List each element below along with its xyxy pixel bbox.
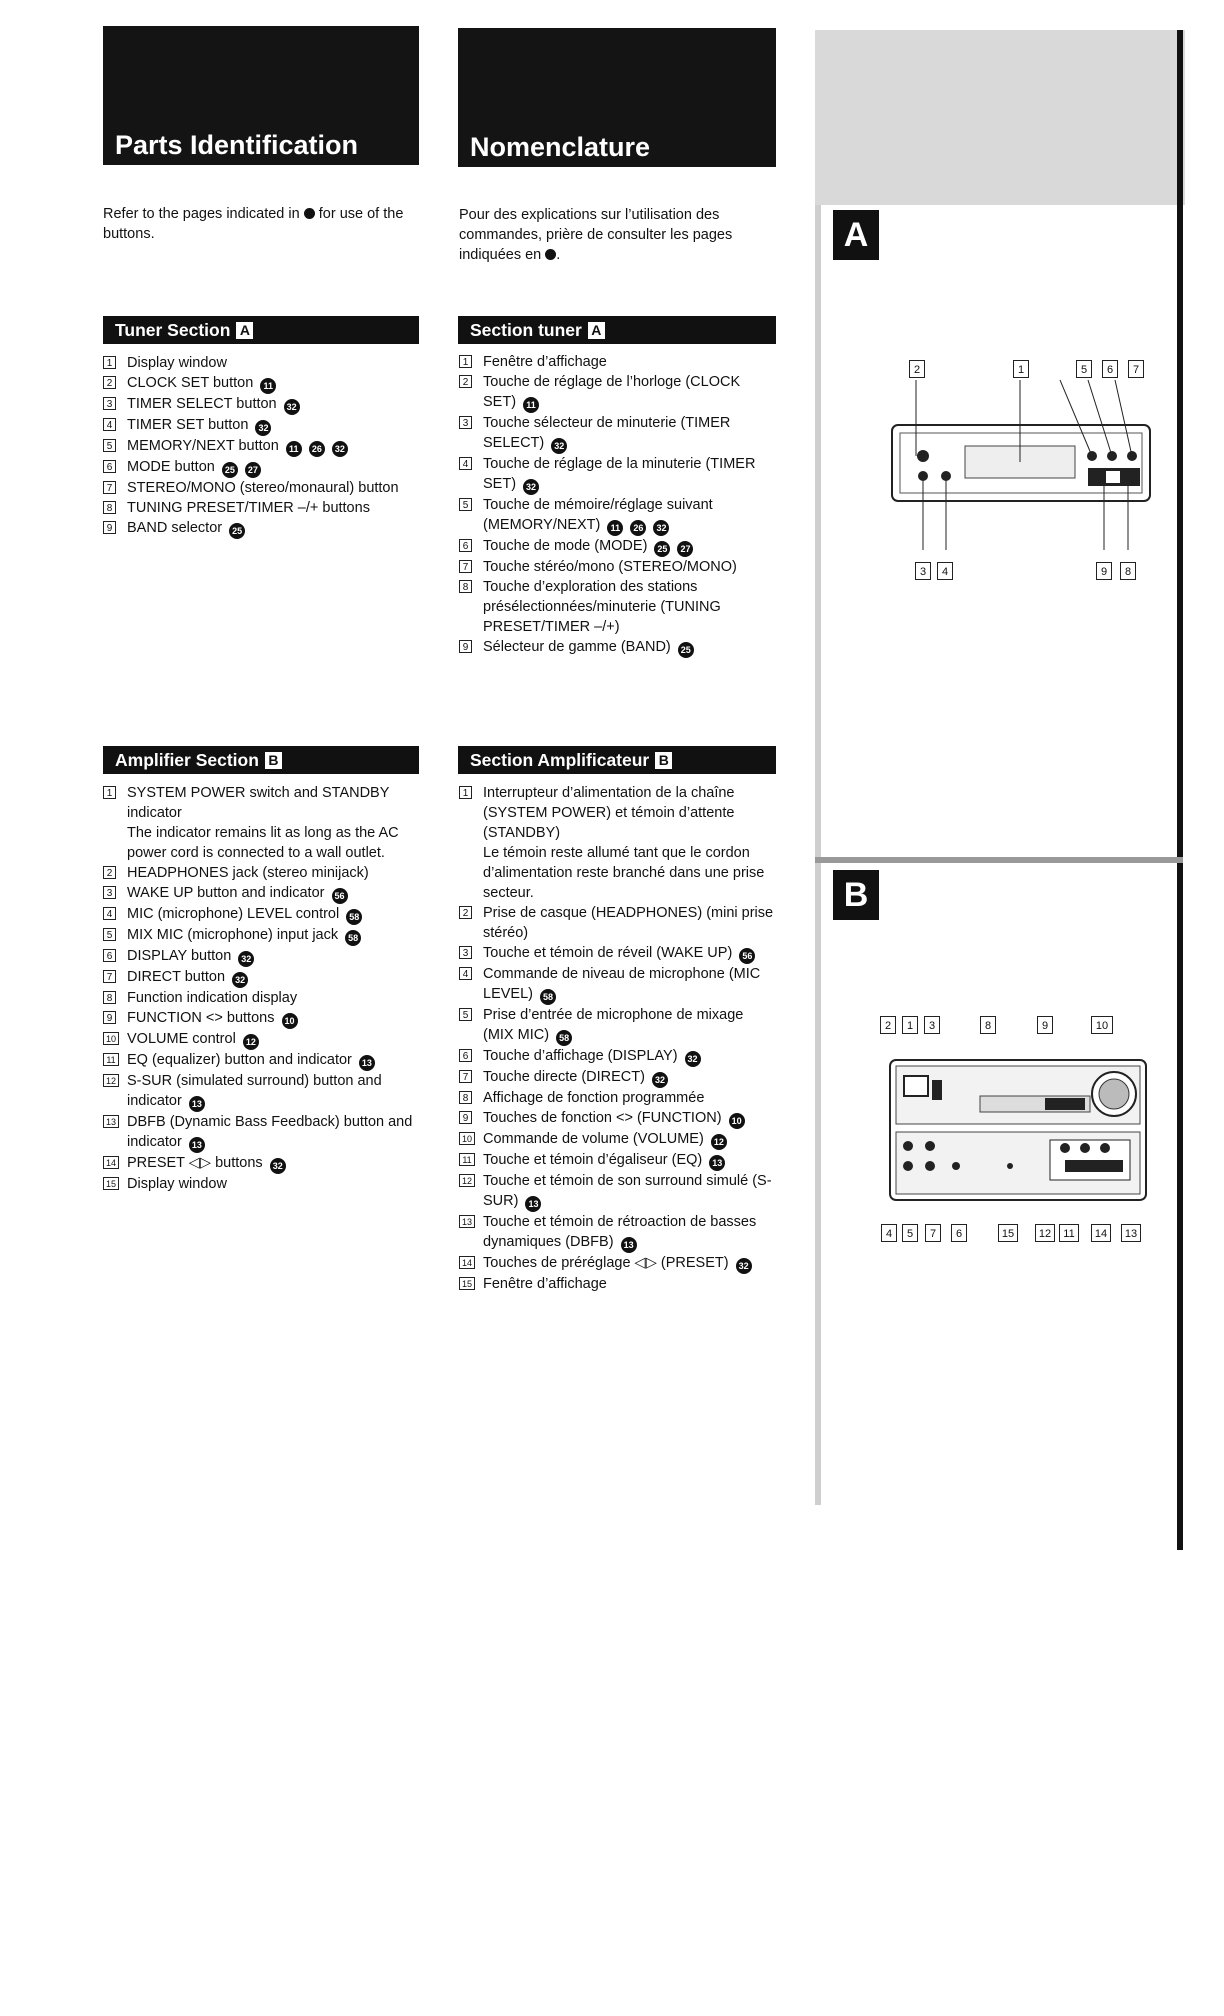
- list-item: [459, 413, 777, 454]
- list-item: [103, 967, 413, 988]
- list-item: [459, 536, 777, 557]
- item-text: WAKE UP button and indicator: [127, 885, 325, 901]
- list-item: [459, 1088, 777, 1108]
- item-text: SYSTEM POWER switch and STANDBY indicator: [127, 785, 390, 821]
- item-number: 2: [103, 376, 116, 389]
- list-item: [103, 353, 413, 373]
- page-ref-badge: 25: [222, 462, 238, 478]
- list-item: [103, 1008, 413, 1029]
- page-ref-badge: 25: [678, 642, 694, 658]
- item-number: 10: [103, 1032, 119, 1045]
- list-item: [459, 454, 777, 495]
- list-item: [103, 883, 413, 904]
- item-text: Touche de réglage de la minuterie (TIMER SET): [483, 456, 756, 492]
- item-text: Display window: [127, 355, 227, 371]
- list-item: [459, 352, 777, 372]
- page-ref-badge: 25: [229, 523, 245, 539]
- callout-a-7: 7: [1128, 360, 1144, 378]
- item-number: 3: [459, 416, 472, 429]
- item-number: 9: [459, 640, 472, 653]
- callout-b-14: 14: [1091, 1224, 1111, 1242]
- page-ref-badge: 12: [243, 1034, 259, 1050]
- amplifier-figure: [860, 1020, 1160, 1250]
- item-number: 2: [459, 906, 472, 919]
- page-ref-badge: 11: [260, 378, 276, 394]
- page-ref-badge: 32: [270, 1158, 286, 1174]
- list-item: [459, 577, 777, 637]
- page-ref-badge: 26: [630, 520, 646, 536]
- item-text: Interrupteur d’alimentation de la chaîne (SYSTEM POWER) et témoin d’attente (STANDBY): [483, 785, 735, 841]
- list-item: [103, 988, 413, 1008]
- item-text: Touche de mode (MODE): [483, 538, 648, 554]
- item-note: The indicator remains lit as long as the AC power cord is connected to a wall outlet.: [127, 825, 399, 861]
- page-ref-badge: 13: [189, 1096, 205, 1112]
- en-tuner-list: [103, 353, 413, 539]
- item-number: 15: [459, 1277, 475, 1290]
- item-text: Touches de préréglage ◁▷ (PRESET): [483, 1255, 729, 1271]
- item-number: 11: [459, 1153, 475, 1166]
- item-text: MODE button: [127, 459, 215, 475]
- item-text: Prise de casque (HEADPHONES) (mini prise stéréo): [483, 905, 774, 941]
- item-number: 4: [103, 418, 116, 431]
- item-text: STEREO/MONO (stereo/monaural) button: [127, 480, 399, 496]
- item-text: Touches de fonction <> (FUNCTION): [483, 1110, 722, 1126]
- item-text: Touche sélecteur de minuterie (TIMER SELECT): [483, 415, 731, 451]
- fr-tuner-heading-text: Section tuner: [470, 319, 582, 340]
- item-text: S-SUR (simulated surround) button and indicator: [127, 1073, 382, 1109]
- list-item: [103, 457, 413, 478]
- page-ref-badge: 56: [332, 888, 348, 904]
- item-text: EQ (equalizer) button and indicator: [127, 1052, 352, 1068]
- page-ref-badge: 11: [523, 397, 539, 413]
- item-number: 3: [103, 397, 116, 410]
- callout-b-12: 12: [1035, 1224, 1055, 1242]
- item-text: Sélecteur de gamme (BAND): [483, 639, 671, 655]
- item-number: 3: [459, 946, 472, 959]
- item-text: MEMORY/NEXT button: [127, 438, 279, 454]
- list-item: [103, 478, 413, 498]
- page-ref-badge: 10: [282, 1013, 298, 1029]
- page-ref-badge: 26: [309, 441, 325, 457]
- page-ref-badge: 12: [711, 1134, 727, 1150]
- fr-amp-list: [459, 783, 777, 1294]
- page-ref-badge: 32: [685, 1051, 701, 1067]
- list-item: [459, 1212, 777, 1253]
- item-number: 8: [103, 501, 116, 514]
- item-number: 13: [459, 1215, 475, 1228]
- item-text: Touche de mémoire/réglage suivant (MEMORY/NEXT): [483, 497, 713, 533]
- callout-b-13: 13: [1121, 1224, 1141, 1242]
- item-number: 13: [103, 1115, 119, 1128]
- item-text: Prise d’entrée de microphone de mixage (MIX MIC): [483, 1007, 744, 1043]
- callout-b-15: 15: [998, 1224, 1018, 1242]
- item-text: DISPLAY button: [127, 948, 232, 964]
- list-item: [459, 557, 777, 577]
- item-text: DBFB (Dynamic Bass Feedback) button and indicator: [127, 1114, 413, 1150]
- callout-b-4: 4: [881, 1224, 897, 1242]
- page-ref-badge: 58: [556, 1030, 572, 1046]
- list-item: [103, 904, 413, 925]
- item-text: Touche d’affichage (DISPLAY): [483, 1048, 678, 1064]
- page-ref-badge: 32: [255, 420, 271, 436]
- item-note: Le témoin reste allumé tant que le cordon d’alimentation reste branché dans une prise secteur.: [483, 845, 765, 901]
- list-item: [103, 925, 413, 946]
- page-ref-badge: 32: [238, 951, 254, 967]
- list-item: [103, 415, 413, 436]
- list-item: [103, 394, 413, 415]
- fr-amp-heading: [458, 746, 776, 774]
- en-title: [103, 26, 419, 165]
- page-ref-badge: 32: [736, 1258, 752, 1274]
- callout-b-8: 8: [980, 1016, 996, 1034]
- item-number: 15: [103, 1177, 119, 1190]
- list-item: [459, 637, 777, 658]
- item-number: 6: [103, 460, 116, 473]
- item-text: TIMER SET button: [127, 417, 249, 433]
- list-item: [103, 498, 413, 518]
- item-text: Display window: [127, 1176, 227, 1192]
- list-item: [459, 1108, 777, 1129]
- item-number: 4: [459, 967, 472, 980]
- item-text: Touche et témoin d’égaliseur (EQ): [483, 1152, 703, 1168]
- fr-tuner-list: [459, 352, 777, 658]
- page-ref-badge: 32: [232, 972, 248, 988]
- page-ref-badge: 58: [346, 909, 362, 925]
- list-item: [103, 518, 413, 539]
- item-number: 9: [103, 1011, 116, 1024]
- item-text: Touche stéréo/mono (STEREO/MONO): [483, 559, 737, 575]
- item-text: Commande de volume (VOLUME): [483, 1131, 704, 1147]
- section-badge: B: [655, 752, 672, 769]
- page-ref-badge: 32: [551, 438, 567, 454]
- item-number: 4: [459, 457, 472, 470]
- callout-a-8: 8: [1120, 562, 1136, 580]
- list-item: [459, 1067, 777, 1088]
- list-item: [103, 1153, 413, 1174]
- item-text: Touche et témoin de réveil (WAKE UP): [483, 945, 733, 961]
- callout-a-6: 6: [1102, 360, 1118, 378]
- page-ref-badge: 10: [729, 1113, 745, 1129]
- callout-b-6: 6: [951, 1224, 967, 1242]
- item-text: Touche d’exploration des stations présélectionnées/minuterie (TUNING PRESET/TIMER –/+): [483, 579, 721, 635]
- item-number: 12: [103, 1074, 119, 1087]
- tuner-figure: [860, 360, 1160, 580]
- item-text: Commande de niveau de microphone (MIC LEVEL): [483, 966, 761, 1002]
- callout-a-1: 1: [1013, 360, 1029, 378]
- item-number: 5: [103, 439, 116, 452]
- page-ref-badge: 32: [523, 479, 539, 495]
- section-badge: A: [588, 322, 605, 339]
- item-number: 5: [459, 1008, 472, 1021]
- en-tuner-heading-text: Tuner Section: [115, 319, 231, 340]
- en-amp-list: [103, 783, 413, 1194]
- item-number: 5: [103, 928, 116, 941]
- item-text: Touche directe (DIRECT): [483, 1069, 645, 1085]
- list-item: [459, 1129, 777, 1150]
- callout-a-9: 9: [1096, 562, 1112, 580]
- section-b-label: B: [833, 870, 879, 920]
- list-item: [459, 372, 777, 413]
- item-text: MIC (microphone) LEVEL control: [127, 906, 340, 922]
- item-number: 6: [459, 1049, 472, 1062]
- item-number: 7: [103, 970, 116, 983]
- item-text: TIMER SELECT button: [127, 396, 277, 412]
- page-ref-badge: 32: [653, 520, 669, 536]
- illustration-column: [815, 30, 1185, 1550]
- page-ref-badge: 13: [525, 1196, 541, 1212]
- callout-a-4: 4: [937, 562, 953, 580]
- list-item: [103, 1174, 413, 1194]
- item-text: Function indication display: [127, 990, 298, 1006]
- item-text: Touche et témoin de son surround simulé (S-SUR): [483, 1173, 772, 1209]
- list-item: [459, 903, 777, 943]
- item-number: 6: [103, 949, 116, 962]
- page-ref-dot-icon: [304, 208, 315, 219]
- en-amp-heading-text: Amplifier Section: [115, 749, 259, 770]
- item-text: Touche et témoin de rétroaction de basses dynamiques (DBFB): [483, 1214, 757, 1250]
- item-text: MIX MIC (microphone) input jack: [127, 927, 339, 943]
- item-text: Fenêtre d’affichage: [483, 1276, 607, 1292]
- page-ref-badge: 13: [359, 1055, 375, 1071]
- callout-b-7: 7: [925, 1224, 941, 1242]
- item-text: Affichage de fonction programmée: [483, 1090, 705, 1106]
- list-item: [103, 1029, 413, 1050]
- item-number: 14: [103, 1156, 119, 1169]
- callout-b-11: 11: [1059, 1224, 1079, 1242]
- callout-b-9: 9: [1037, 1016, 1053, 1034]
- page-ref-badge: 27: [245, 462, 261, 478]
- fr-intro: [459, 205, 777, 265]
- list-item: [103, 863, 413, 883]
- callout-b-10: 10: [1091, 1016, 1113, 1034]
- item-text: HEADPHONES jack (stereo minijack): [127, 865, 369, 881]
- list-item: [103, 783, 413, 863]
- item-number: 9: [103, 521, 116, 534]
- item-text: DIRECT button: [127, 969, 226, 985]
- item-number: 1: [459, 355, 472, 368]
- list-item: [459, 1150, 777, 1171]
- section-badge: A: [236, 322, 253, 339]
- en-intro: [103, 204, 413, 244]
- list-item: [103, 946, 413, 967]
- item-number: 1: [103, 356, 116, 369]
- en-intro-post: for use of the buttons.: [103, 206, 404, 242]
- item-number: 1: [103, 786, 116, 799]
- list-item: [459, 783, 777, 903]
- list-item: [103, 1112, 413, 1153]
- fr-tuner-heading: [458, 316, 776, 344]
- list-item: [459, 1253, 777, 1274]
- fr-intro-pre: Pour des explications sur l’utilisation des commandes, prière de consulter les pages indiquées en: [459, 207, 733, 263]
- item-text: FUNCTION <> buttons: [127, 1010, 275, 1026]
- section-badge: B: [265, 752, 282, 769]
- fr-title: [458, 28, 776, 167]
- section-a-label: A: [833, 210, 879, 260]
- item-text: Fenêtre d’affichage: [483, 354, 607, 370]
- fr-title-text: Nomenclature: [470, 132, 651, 162]
- page-ref-badge: 13: [189, 1137, 205, 1153]
- page-ref-dot-icon: [545, 249, 556, 260]
- callout-a-3: 3: [915, 562, 931, 580]
- en-title-text: Parts Identification: [115, 130, 359, 160]
- page-ref-badge: 56: [739, 948, 755, 964]
- page-ref-badge: 13: [709, 1155, 725, 1171]
- callout-a-5: 5: [1076, 360, 1092, 378]
- item-number: 6: [459, 539, 472, 552]
- item-text: CLOCK SET button: [127, 375, 254, 391]
- item-number: 1: [459, 786, 472, 799]
- item-number: 10: [459, 1132, 475, 1145]
- item-number: 11: [103, 1053, 119, 1066]
- item-number: 2: [459, 375, 472, 388]
- item-number: 2: [103, 866, 116, 879]
- page-ref-badge: 13: [621, 1237, 637, 1253]
- callout-b-5: 5: [902, 1224, 918, 1242]
- item-text: VOLUME control: [127, 1031, 236, 1047]
- item-number: 7: [459, 1070, 472, 1083]
- page-ref-badge: 11: [286, 441, 302, 457]
- page-ref-badge: 58: [540, 989, 556, 1005]
- fr-intro-post: .: [556, 247, 561, 263]
- item-number: 14: [459, 1256, 475, 1269]
- list-item: [459, 495, 777, 536]
- item-text: BAND selector: [127, 520, 223, 536]
- en-intro-pre: Refer to the pages indicated in: [103, 206, 300, 222]
- item-number: 5: [459, 498, 472, 511]
- item-number: 8: [459, 580, 472, 593]
- page-ref-badge: 11: [607, 520, 623, 536]
- callout-a-2: 2: [909, 360, 925, 378]
- page-ref-badge: 32: [652, 1072, 668, 1088]
- item-text: TUNING PRESET/TIMER –/+ buttons: [127, 500, 370, 516]
- page-ref-badge: 27: [677, 541, 693, 557]
- item-number: 4: [103, 907, 116, 920]
- list-item: [459, 943, 777, 964]
- item-number: 8: [103, 991, 116, 1004]
- item-number: 12: [459, 1174, 475, 1187]
- list-item: [103, 436, 413, 457]
- page-ref-badge: 32: [284, 399, 300, 415]
- item-text: PRESET ◁▷ buttons: [127, 1155, 263, 1171]
- list-item: [103, 373, 413, 394]
- list-item: [459, 1046, 777, 1067]
- fr-amp-heading-text: Section Amplificateur: [470, 749, 650, 770]
- en-amp-heading: [103, 746, 419, 774]
- page-ref-badge: 58: [345, 930, 361, 946]
- callout-b-3: 3: [924, 1016, 940, 1034]
- item-number: 3: [103, 886, 116, 899]
- item-number: 7: [459, 560, 472, 573]
- callout-b-2: 2: [880, 1016, 896, 1034]
- item-number: 7: [103, 481, 116, 494]
- page-ref-badge: 32: [332, 441, 348, 457]
- page-ref-badge: 25: [654, 541, 670, 557]
- list-item: [459, 1005, 777, 1046]
- list-item: [103, 1050, 413, 1071]
- list-item: [459, 1171, 777, 1212]
- list-item: [103, 1071, 413, 1112]
- item-text: Touche de réglage de l’horloge (CLOCK SET): [483, 374, 741, 410]
- list-item: [459, 964, 777, 1005]
- en-tuner-heading: [103, 316, 419, 344]
- callout-b-1: 1: [902, 1016, 918, 1034]
- item-number: 8: [459, 1091, 472, 1104]
- item-number: 9: [459, 1111, 472, 1124]
- list-item: [459, 1274, 777, 1294]
